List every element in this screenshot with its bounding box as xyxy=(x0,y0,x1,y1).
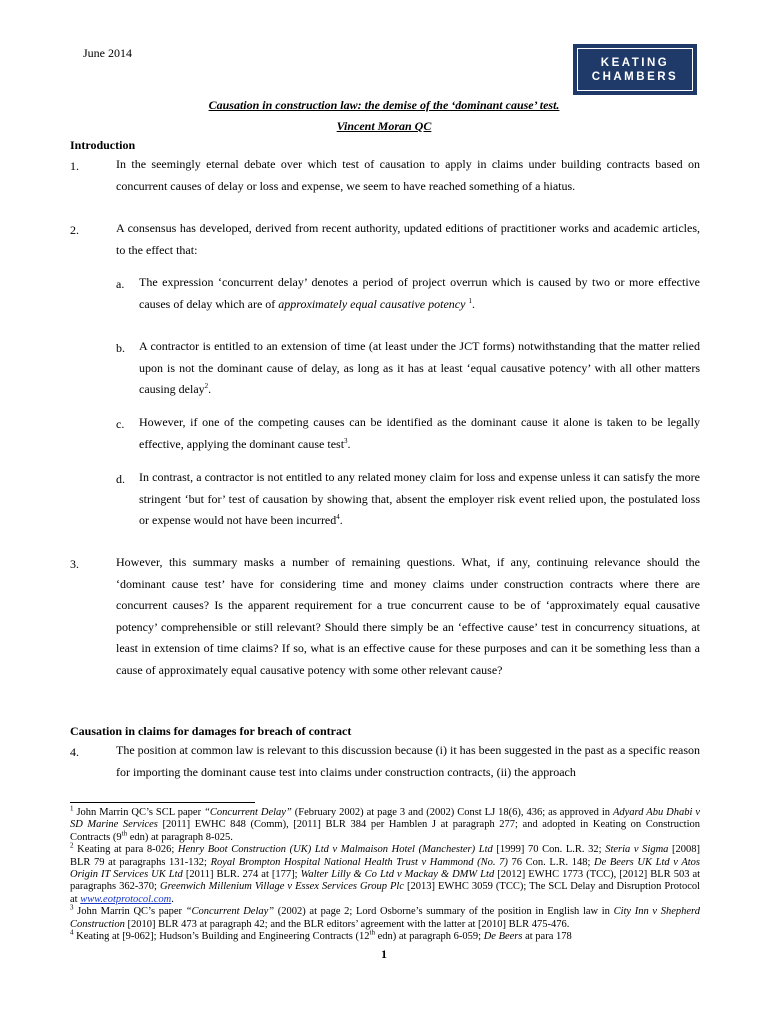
subparagraph-d: In contrast, a contractor is not entitled to any related money claim for loss and expense unless it can satisfy the more stringent ‘but for’ test of causation by showing that, absent the employer risk event relied upon, the postulated loss or expense would not have been incurred$^4$. xyxy=(139,470,700,528)
footnote-4: $^4$ Keating at [9-062]; Hudson’s Building and Engineering Contracts (12th edn) at paragraph 6-059; De Beers at para 178 xyxy=(70,928,572,943)
footnote-1: $^1$ John Marrin QC’s SCL paper “Concurrent Delay” (February 2002) at page 3 and (2002) Const LJ 18(6), 436; as approved in Adyard Abu Dhabi v SD Marine Services [2011] EWHC 848 (Comm), [2011] BLR 384 per Hamblen J at paragraph 277; and adopted in Keating on Construction Contracts (9th edn) at paragraph 8-025. xyxy=(70,804,701,843)
footnote-2: $^2$ Keating at para 8-026; Henry Boot Construction (UK) Ltd v Malmaison Hotel (Manchester) Ltd [1999] 70 Con. L.R. 32; Steria v Sigma [2008] BLR 79 at paragraphs 131-132; Royal Brompton Hospital National Health Trust v Hammond (No. 7) 76 Con. L.R. 148; De Beers UK Ltd v Atos Origin IT Services UK Ltd [2011] BLR. 274 at [177]; Walter Lilly & Co Ltd v Mackay & DMW Ltd [2012] EWHC 1773 (TCC), [2012] BLR 503 at paragraphs 362-370; Greenwich Millenium Village v Essex Services Group Plc [2013] EWHC 3059 (TCC); The SCL Delay and Disruption Protocol at www.eotprotocol.com. xyxy=(70,841,701,905)
document-date: June 2014 xyxy=(83,46,132,60)
document-author: Vincent Moran QC xyxy=(336,119,432,133)
eotprotocol-link[interactable]: www.eotprotocol.com xyxy=(80,893,172,905)
logo-line-1: KEATING xyxy=(600,56,670,69)
paragraph-number: 3. xyxy=(70,557,79,571)
paragraph-2: A consensus has developed, derived from recent authority, updated editions of practitioner works and academic articles, to the effect that: xyxy=(116,221,700,257)
section-heading-causation: Causation in claims for damages for breach of contract xyxy=(70,724,352,738)
subparagraph-letter: a. xyxy=(116,277,125,291)
paragraph-number: 1. xyxy=(70,159,79,173)
paragraph-3: However, this summary masks a number of remaining questions. What, if any, continuing relevance should the ‘dominant cause test’ have for considering time and money claims under construction contracts where there are concurrent causes? Is the apparent requirement for a true concurrent cause to be of ‘approximately equal causative potency’ comprehensible or still relevant? Should there simply be an ‘effective cause’ test in concurrency situations, at least in extension of time claims? If so, what is an effective cause for these purposes and can it be something less than a cause of approximately equal causative potency with some other relevant cause? xyxy=(116,555,700,677)
logo-line-2: CHAMBERS xyxy=(591,70,679,83)
subparagraph-letter: d. xyxy=(116,472,125,486)
document-title: Causation in construction law: the demise of the ‘dominant cause’ test. xyxy=(208,98,560,112)
subparagraph-letter: b. xyxy=(116,341,125,355)
subparagraph-letter: c. xyxy=(116,417,125,431)
paragraph-4: The position at common law is relevant to this discussion because (i) it has been suggested in the past as a specific reason for importing the dominant cause test into claims under construction contracts, (ii) the approach xyxy=(116,743,700,779)
subparagraph-c: However, if one of the competing causes can be identified as the dominant cause it alone is taken to be legally effective, applying the dominant cause test$^3$. xyxy=(139,415,700,451)
footnote-separator xyxy=(70,802,255,803)
footnote-3: $^3$ John Marrin QC’s paper “Concurrent Delay” (2002) at page 2; Lord Osborne’s summary of the position in English law in City Inn v Shepherd Construction [2010] BLR 473 at paragraph 42; and the BLR editors’ agreement with the latter at [2010] BLR 475-476. xyxy=(70,903,700,930)
section-heading-introduction: Introduction xyxy=(70,138,136,152)
subparagraph-a: The expression ‘concurrent delay’ denotes a period of project overrun which is caused by two or more effective causes of delay which are of approximately equal causative potency $^1$. xyxy=(139,275,700,311)
paragraph-1: In the seemingly eternal debate over which test of causation to apply in claims under building contracts based on concurrent causes of delay or loss and expense, we seem to have reached something of a hiatus. xyxy=(116,157,700,193)
footnotes xyxy=(70,804,701,943)
paragraph-number: 4. xyxy=(70,745,79,759)
page-number: 1 xyxy=(381,947,387,961)
keating-chambers-logo xyxy=(573,44,697,95)
paragraph-number: 2. xyxy=(70,223,79,237)
subparagraph-b: A contractor is entitled to an extension of time (at least under the JCT forms) notwithstanding that the matter relied upon is not the dominant cause of delay, as long as it has at least ‘equal causative potency’ with all other matters causing delay$^2$. xyxy=(139,339,700,397)
